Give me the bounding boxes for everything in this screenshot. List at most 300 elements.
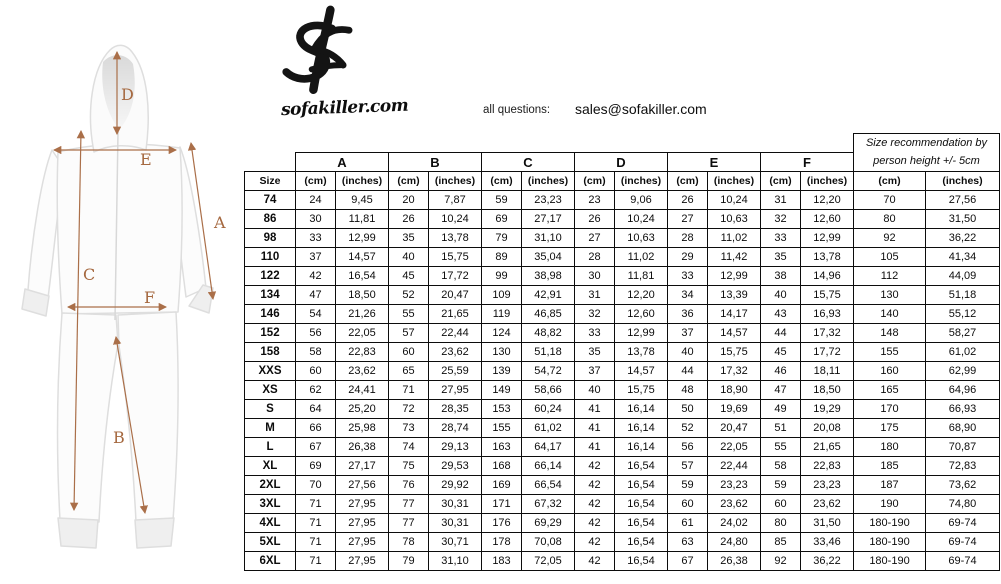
value-cell: 24,80 xyxy=(708,533,761,552)
value-cell: 69-74 xyxy=(926,552,1000,571)
value-cell: 51,18 xyxy=(522,343,575,362)
value-cell: 16,93 xyxy=(801,305,854,324)
value-cell: 26 xyxy=(575,210,615,229)
value-cell: 12,99 xyxy=(708,267,761,286)
value-cell: 41,34 xyxy=(926,248,1000,267)
value-cell: 23,23 xyxy=(801,476,854,495)
measure-label-c: C xyxy=(83,265,96,284)
value-cell: 180-190 xyxy=(854,533,926,552)
size-header: Size xyxy=(245,172,296,191)
size-cell: 5XL xyxy=(245,533,296,552)
size-cell: 158 xyxy=(245,343,296,362)
value-cell: 27,95 xyxy=(336,514,389,533)
value-cell: 51,18 xyxy=(926,286,1000,305)
unit-cm: (cm) xyxy=(296,172,336,191)
size-table-row xyxy=(245,381,1000,400)
contact-email: sales@sofakiller.com xyxy=(575,101,707,117)
size-cell: XL xyxy=(245,457,296,476)
value-cell: 11,02 xyxy=(708,229,761,248)
value-cell: 18,11 xyxy=(801,362,854,381)
value-cell: 36 xyxy=(668,305,708,324)
value-cell: 35 xyxy=(575,343,615,362)
value-cell: 180-190 xyxy=(854,552,926,571)
value-cell: 163 xyxy=(482,438,522,457)
value-cell: 12,60 xyxy=(615,305,668,324)
value-cell: 36,22 xyxy=(926,229,1000,248)
value-cell: 24 xyxy=(296,191,336,210)
value-cell: 76 xyxy=(389,476,429,495)
value-cell: 75 xyxy=(389,457,429,476)
measure-label-a: A xyxy=(214,213,226,232)
value-cell: 40 xyxy=(761,286,801,305)
value-cell: 70 xyxy=(296,476,336,495)
value-cell: 14,57 xyxy=(708,324,761,343)
value-cell: 26,38 xyxy=(708,552,761,571)
value-cell: 119 xyxy=(482,305,522,324)
size-table-row xyxy=(245,438,1000,457)
value-cell: 20,47 xyxy=(708,419,761,438)
value-cell: 59 xyxy=(482,191,522,210)
unit-inches: (inches) xyxy=(615,172,668,191)
value-cell: 12,99 xyxy=(615,324,668,343)
value-cell: 13,78 xyxy=(801,248,854,267)
value-cell: 130 xyxy=(482,343,522,362)
value-cell: 14,57 xyxy=(615,362,668,381)
value-cell: 16,54 xyxy=(615,552,668,571)
size-table-row xyxy=(245,533,1000,552)
size-table xyxy=(244,133,1000,571)
spacer-cell xyxy=(296,134,854,153)
value-cell: 11,81 xyxy=(336,210,389,229)
unit-cm: (cm) xyxy=(389,172,429,191)
value-cell: 38,98 xyxy=(522,267,575,286)
value-cell: 35 xyxy=(761,248,801,267)
value-cell: 54 xyxy=(296,305,336,324)
value-cell: 9,45 xyxy=(336,191,389,210)
value-cell: 27,95 xyxy=(429,381,482,400)
value-cell: 63 xyxy=(668,533,708,552)
value-cell: 69,29 xyxy=(522,514,575,533)
value-cell: 30,31 xyxy=(429,495,482,514)
value-cell: 23 xyxy=(575,191,615,210)
value-cell: 180-190 xyxy=(854,514,926,533)
value-cell: 23,62 xyxy=(708,495,761,514)
value-cell: 72,83 xyxy=(926,457,1000,476)
value-cell: 61,02 xyxy=(522,419,575,438)
value-cell: 19,29 xyxy=(801,400,854,419)
value-cell: 140 xyxy=(854,305,926,324)
size-table-row xyxy=(245,229,1000,248)
value-cell: 12,20 xyxy=(801,191,854,210)
value-cell: 11,81 xyxy=(615,267,668,286)
value-cell: 26,38 xyxy=(336,438,389,457)
value-cell: 22,05 xyxy=(708,438,761,457)
value-cell: 28,35 xyxy=(429,400,482,419)
value-cell: 62 xyxy=(296,381,336,400)
value-cell: 22,44 xyxy=(429,324,482,343)
value-cell: 66 xyxy=(296,419,336,438)
value-cell: 155 xyxy=(482,419,522,438)
value-cell: 58,27 xyxy=(926,324,1000,343)
value-cell: 21,65 xyxy=(429,305,482,324)
value-cell: 41 xyxy=(575,438,615,457)
value-cell: 46 xyxy=(761,362,801,381)
value-cell: 16,54 xyxy=(615,476,668,495)
value-cell: 78 xyxy=(389,533,429,552)
value-cell: 57 xyxy=(389,324,429,343)
recommendation-header xyxy=(854,134,1000,172)
size-cell: 98 xyxy=(245,229,296,248)
value-cell: 72 xyxy=(389,400,429,419)
size-table-row xyxy=(245,419,1000,438)
value-cell: 21,65 xyxy=(801,438,854,457)
value-cell: 16,14 xyxy=(615,438,668,457)
value-cell: 29,53 xyxy=(429,457,482,476)
value-cell: 65 xyxy=(389,362,429,381)
value-cell: 64,17 xyxy=(522,438,575,457)
value-cell: 60 xyxy=(389,343,429,362)
value-cell: 42 xyxy=(575,552,615,571)
measure-label-b: B xyxy=(113,428,125,447)
value-cell: 28,74 xyxy=(429,419,482,438)
right-leg xyxy=(118,312,178,522)
value-cell: 29,92 xyxy=(429,476,482,495)
group-header-c: C xyxy=(482,153,575,172)
size-table-row xyxy=(245,495,1000,514)
value-cell: 74 xyxy=(389,438,429,457)
value-cell: 74,80 xyxy=(926,495,1000,514)
torso xyxy=(57,144,182,314)
value-cell: 31 xyxy=(575,286,615,305)
value-cell: 27 xyxy=(668,210,708,229)
spacer-cell xyxy=(245,153,296,172)
value-cell: 79 xyxy=(389,552,429,571)
value-cell: 149 xyxy=(482,381,522,400)
value-cell: 70,08 xyxy=(522,533,575,552)
size-table-row xyxy=(245,400,1000,419)
value-cell: 175 xyxy=(854,419,926,438)
value-cell: 18,90 xyxy=(708,381,761,400)
value-cell: 22,83 xyxy=(336,343,389,362)
value-cell: 10,24 xyxy=(708,191,761,210)
brand-website: sofakiller.com xyxy=(280,95,409,121)
value-cell: 19,69 xyxy=(708,400,761,419)
value-cell: 54,72 xyxy=(522,362,575,381)
value-cell: 16,54 xyxy=(615,495,668,514)
value-cell: 155 xyxy=(854,343,926,362)
value-cell: 71 xyxy=(296,552,336,571)
value-cell: 99 xyxy=(482,267,522,286)
value-cell: 36,22 xyxy=(801,552,854,571)
value-cell: 41 xyxy=(575,400,615,419)
value-cell: 43 xyxy=(761,305,801,324)
size-table-row xyxy=(245,552,1000,571)
size-table-row xyxy=(245,476,1000,495)
value-cell: 17,72 xyxy=(801,343,854,362)
value-cell: 11,02 xyxy=(615,248,668,267)
value-cell: 42 xyxy=(296,267,336,286)
value-cell: 17,72 xyxy=(429,267,482,286)
value-cell: 69 xyxy=(296,457,336,476)
size-table-row xyxy=(245,362,1000,381)
size-cell: 86 xyxy=(245,210,296,229)
value-cell: 60 xyxy=(668,495,708,514)
left-leg xyxy=(58,313,118,522)
value-cell: 89 xyxy=(482,248,522,267)
value-cell: 33 xyxy=(575,324,615,343)
unit-cm: (cm) xyxy=(668,172,708,191)
value-cell: 69-74 xyxy=(926,514,1000,533)
value-cell: 79 xyxy=(482,229,522,248)
value-cell: 27,56 xyxy=(336,476,389,495)
value-cell: 66,14 xyxy=(522,457,575,476)
value-cell: 58 xyxy=(296,343,336,362)
value-cell: 92 xyxy=(854,229,926,248)
value-cell: 49 xyxy=(761,400,801,419)
value-cell: 42 xyxy=(575,533,615,552)
measure-label-e: E xyxy=(140,150,152,169)
value-cell: 67,32 xyxy=(522,495,575,514)
value-cell: 28 xyxy=(668,229,708,248)
left-ankle-cuff xyxy=(58,518,98,548)
value-cell: 55 xyxy=(389,305,429,324)
value-cell: 15,75 xyxy=(801,286,854,305)
size-table-row xyxy=(245,514,1000,533)
value-cell: 21,26 xyxy=(336,305,389,324)
value-cell: 13,39 xyxy=(708,286,761,305)
value-cell: 27,17 xyxy=(336,457,389,476)
unit-cm: (cm) xyxy=(854,172,926,191)
value-cell: 40 xyxy=(668,343,708,362)
value-cell: 105 xyxy=(854,248,926,267)
value-cell: 64 xyxy=(296,400,336,419)
value-cell: 50 xyxy=(668,400,708,419)
value-cell: 71 xyxy=(389,381,429,400)
group-header-a: A xyxy=(296,153,389,172)
value-cell: 30 xyxy=(575,267,615,286)
value-cell: 29 xyxy=(668,248,708,267)
value-cell: 37 xyxy=(296,248,336,267)
value-cell: 69 xyxy=(482,210,522,229)
value-cell: 70 xyxy=(854,191,926,210)
value-cell: 26 xyxy=(389,210,429,229)
value-cell: 14,96 xyxy=(801,267,854,286)
value-cell: 33 xyxy=(761,229,801,248)
size-table-row xyxy=(245,210,1000,229)
value-cell: 24,41 xyxy=(336,381,389,400)
value-cell: 148 xyxy=(854,324,926,343)
value-cell: 56 xyxy=(296,324,336,343)
value-cell: 70,87 xyxy=(926,438,1000,457)
value-cell: 44 xyxy=(668,362,708,381)
value-cell: 66,93 xyxy=(926,400,1000,419)
value-cell: 10,63 xyxy=(708,210,761,229)
spacer-cell xyxy=(245,134,296,153)
value-cell: 187 xyxy=(854,476,926,495)
value-cell: 62,99 xyxy=(926,362,1000,381)
value-cell: 25,59 xyxy=(429,362,482,381)
value-cell: 61 xyxy=(668,514,708,533)
value-cell: 67 xyxy=(668,552,708,571)
value-cell: 60 xyxy=(761,495,801,514)
group-header-d: D xyxy=(575,153,668,172)
value-cell: 23,23 xyxy=(522,191,575,210)
size-cell: XXS xyxy=(245,362,296,381)
value-cell: 59 xyxy=(761,476,801,495)
value-cell: 71 xyxy=(296,533,336,552)
value-cell: 27,56 xyxy=(926,191,1000,210)
value-cell: 176 xyxy=(482,514,522,533)
value-cell: 169 xyxy=(482,476,522,495)
value-cell: 168 xyxy=(482,457,522,476)
value-cell: 45 xyxy=(389,267,429,286)
value-cell: 185 xyxy=(854,457,926,476)
value-cell: 14,57 xyxy=(336,248,389,267)
value-cell: 109 xyxy=(482,286,522,305)
value-cell: 12,99 xyxy=(801,229,854,248)
unit-inches: (inches) xyxy=(708,172,761,191)
value-cell: 25,98 xyxy=(336,419,389,438)
value-cell: 40 xyxy=(575,381,615,400)
size-cell: 3XL xyxy=(245,495,296,514)
value-cell: 66,54 xyxy=(522,476,575,495)
value-cell: 40 xyxy=(389,248,429,267)
size-table-row xyxy=(245,191,1000,210)
value-cell: 73,62 xyxy=(926,476,1000,495)
value-cell: 48,82 xyxy=(522,324,575,343)
value-cell: 180 xyxy=(854,438,926,457)
value-cell: 80 xyxy=(854,210,926,229)
value-cell: 13,78 xyxy=(429,229,482,248)
value-cell: 178 xyxy=(482,533,522,552)
value-cell: 55 xyxy=(761,438,801,457)
value-cell: 17,32 xyxy=(801,324,854,343)
value-cell: 35 xyxy=(389,229,429,248)
value-cell: 171 xyxy=(482,495,522,514)
value-cell: 27 xyxy=(575,229,615,248)
value-cell: 61,02 xyxy=(926,343,1000,362)
unit-inches: (inches) xyxy=(522,172,575,191)
value-cell: 16,14 xyxy=(615,419,668,438)
value-cell: 23,23 xyxy=(708,476,761,495)
value-cell: 25,20 xyxy=(336,400,389,419)
value-cell: 64,96 xyxy=(926,381,1000,400)
value-cell: 9,06 xyxy=(615,191,668,210)
value-cell: 18,50 xyxy=(336,286,389,305)
value-cell: 31,10 xyxy=(522,229,575,248)
value-cell: 16,54 xyxy=(336,267,389,286)
group-header-e: E xyxy=(668,153,761,172)
value-cell: 42 xyxy=(575,514,615,533)
value-cell: 10,63 xyxy=(615,229,668,248)
measure-label-f: F xyxy=(144,288,156,307)
value-cell: 23,62 xyxy=(336,362,389,381)
value-cell: 32 xyxy=(575,305,615,324)
value-cell: 26 xyxy=(668,191,708,210)
size-cell: M xyxy=(245,419,296,438)
garment-diagram xyxy=(0,0,250,584)
value-cell: 33 xyxy=(296,229,336,248)
size-table-row xyxy=(245,324,1000,343)
size-table-row xyxy=(245,248,1000,267)
value-cell: 20,47 xyxy=(429,286,482,305)
value-cell: 22,83 xyxy=(801,457,854,476)
value-cell: 27,95 xyxy=(336,552,389,571)
value-cell: 42 xyxy=(575,457,615,476)
value-cell: 20,08 xyxy=(801,419,854,438)
size-table-row xyxy=(245,267,1000,286)
unit-cm: (cm) xyxy=(482,172,522,191)
value-cell: 153 xyxy=(482,400,522,419)
value-cell: 124 xyxy=(482,324,522,343)
value-cell: 69-74 xyxy=(926,533,1000,552)
value-cell: 31,10 xyxy=(429,552,482,571)
value-cell: 16,54 xyxy=(615,457,668,476)
value-cell: 190 xyxy=(854,495,926,514)
value-cell: 52 xyxy=(389,286,429,305)
value-cell: 15,75 xyxy=(708,343,761,362)
value-cell: 15,75 xyxy=(615,381,668,400)
recommendation-header-row xyxy=(245,134,1000,153)
value-cell: 130 xyxy=(854,286,926,305)
value-cell: 17,32 xyxy=(708,362,761,381)
value-cell: 46,85 xyxy=(522,305,575,324)
value-cell: 72,05 xyxy=(522,552,575,571)
unit-cm: (cm) xyxy=(575,172,615,191)
value-cell: 56 xyxy=(668,438,708,457)
value-cell: 47 xyxy=(761,381,801,400)
value-cell: 170 xyxy=(854,400,926,419)
value-cell: 10,24 xyxy=(429,210,482,229)
value-cell: 160 xyxy=(854,362,926,381)
unit-inches: (inches) xyxy=(926,172,1000,191)
size-table-row xyxy=(245,457,1000,476)
value-cell: 139 xyxy=(482,362,522,381)
value-cell: 31,50 xyxy=(801,514,854,533)
unit-cm: (cm) xyxy=(761,172,801,191)
value-cell: 12,60 xyxy=(801,210,854,229)
size-cell: 4XL xyxy=(245,514,296,533)
size-table-row xyxy=(245,305,1000,324)
size-cell: 6XL xyxy=(245,552,296,571)
value-cell: 45 xyxy=(761,343,801,362)
size-table-row xyxy=(245,343,1000,362)
sk-monogram-icon xyxy=(276,4,361,99)
value-cell: 68,90 xyxy=(926,419,1000,438)
value-cell: 165 xyxy=(854,381,926,400)
value-cell: 35,04 xyxy=(522,248,575,267)
group-header-f: F xyxy=(761,153,854,172)
value-cell: 27,95 xyxy=(336,533,389,552)
value-cell: 112 xyxy=(854,267,926,286)
size-cell: XS xyxy=(245,381,296,400)
value-cell: 23,62 xyxy=(801,495,854,514)
value-cell: 58 xyxy=(761,457,801,476)
value-cell: 47 xyxy=(296,286,336,305)
value-cell: 18,50 xyxy=(801,381,854,400)
size-cell: 122 xyxy=(245,267,296,286)
value-cell: 37 xyxy=(575,362,615,381)
value-cell: 31 xyxy=(761,191,801,210)
value-cell: 71 xyxy=(296,495,336,514)
value-cell: 22,05 xyxy=(336,324,389,343)
value-cell: 34 xyxy=(668,286,708,305)
value-cell: 10,24 xyxy=(615,210,668,229)
value-cell: 67 xyxy=(296,438,336,457)
value-cell: 44,09 xyxy=(926,267,1000,286)
value-cell: 51 xyxy=(761,419,801,438)
value-cell: 58,66 xyxy=(522,381,575,400)
